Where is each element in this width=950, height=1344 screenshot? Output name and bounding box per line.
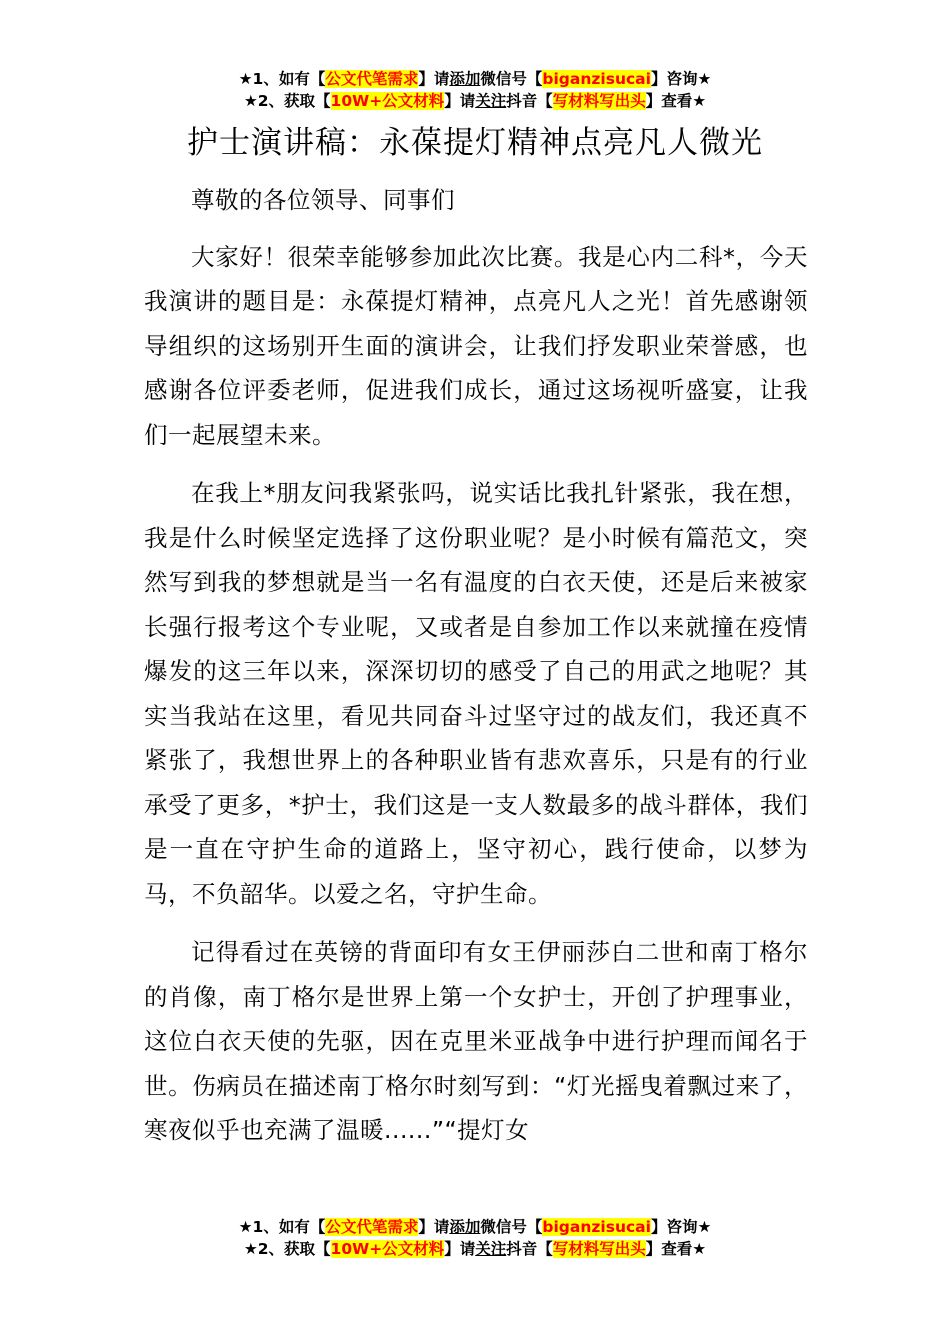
promo-text: 】咨询★ <box>650 70 712 88</box>
salutation: 尊敬的各位领导、同事们 <box>191 186 455 214</box>
promo-text: ★2、获取【 <box>243 1240 331 1258</box>
promo-underlined: 关注 <box>475 1240 507 1258</box>
promo-underlined: 添加 <box>449 1218 481 1236</box>
promo-line-2 <box>0 90 950 112</box>
promo-text: 微信号【 <box>480 70 543 88</box>
promo-underlined: 关注 <box>475 92 507 110</box>
promo-line-2 <box>0 1238 950 1260</box>
promo-text: 】咨询★ <box>650 1218 712 1236</box>
document-body <box>144 178 808 1167</box>
promo-text: 】请 <box>418 70 450 88</box>
promo-text: 】查看★ <box>645 1240 707 1258</box>
promo-highlight-douyin-id: 写材料写出头 <box>552 1240 646 1258</box>
promo-highlight: 10W+公文材料 <box>330 92 445 110</box>
promo-text: 抖音【 <box>506 92 553 110</box>
promo-text: ★1、如有【 <box>238 1218 326 1236</box>
header-promo-banner <box>0 68 950 112</box>
body-paragraph: 记得看过在英镑的背面印有女王伊丽莎白二世和南丁格尔的肖像，南丁格尔是世界上第一个女护士，开创了护理事业，这位白衣天使的先驱，因在克里米亚战争中进行护理而闻名于世。伤病员在描述南丁格尔时刻写到：“灯光摇曳着飘过来了，寒夜似乎也充满了温暖......”“提灯女 <box>144 938 808 1144</box>
promo-text: 抖音【 <box>506 1240 553 1258</box>
body-paragraph: 大家好！很荣幸能够参加此次比赛。我是心内二科*，今天我演讲的题目是：永葆提灯精神，点亮凡人之光！首先感谢领导组织的这场别开生面的演讲会，让我们抒发职业荣誉感，也感谢各位评委老师，促进我们成长，通过这场视听盛宴，让我们一起展望未来。 <box>144 242 808 449</box>
promo-text: 】请 <box>418 1218 450 1236</box>
promo-text: 微信号【 <box>480 1218 543 1236</box>
promo-highlight: 公文代笔需求 <box>325 70 419 88</box>
promo-underlined: 添加 <box>449 70 481 88</box>
promo-text: ★2、获取【 <box>243 92 331 110</box>
promo-text: 】请 <box>444 1240 476 1258</box>
promo-line-1 <box>0 1216 950 1238</box>
body-paragraph: 在我上*朋友问我紧张吗，说实话比我扎针紧张，我在想，我是什么时候坚定选择了这份职业呢？是小时候有篇范文，突然写到我的梦想就是当一名有温度的白衣天使，还是后来被家长强行报考这个专业呢，又或者是自参加工作以来就撞在疫情爆发的这三年以来，深深切切的感受了自己的用武之地呢？其实当我站在这里，看见共同奋斗过坚守过的战友们，我还真不紧张了，我想世界上的各种职业皆有悲欢喜乐，只是有的行业承受了更多，*护士，我们这是一支人数最多的战斗群体，我们是一直在守护生命的道路上，坚守初心，践行使命，以梦为马，不负韶华。以爱之名，守护生命。 <box>144 479 808 908</box>
promo-highlight-wechat-id: biganzisucai <box>542 70 651 88</box>
promo-highlight-douyin-id: 写材料写出头 <box>552 92 646 110</box>
promo-line-1 <box>0 68 950 90</box>
promo-text: 】请 <box>444 92 476 110</box>
document-title: 护士演讲稿：永葆提灯精神点亮凡人微光 <box>187 125 763 161</box>
promo-highlight: 公文代笔需求 <box>325 1218 419 1236</box>
promo-text: ★1、如有【 <box>238 70 326 88</box>
footer-promo-banner <box>0 1216 950 1260</box>
promo-highlight: 10W+公文材料 <box>330 1240 445 1258</box>
promo-highlight-wechat-id: biganzisucai <box>542 1218 651 1236</box>
promo-text: 】查看★ <box>645 92 707 110</box>
